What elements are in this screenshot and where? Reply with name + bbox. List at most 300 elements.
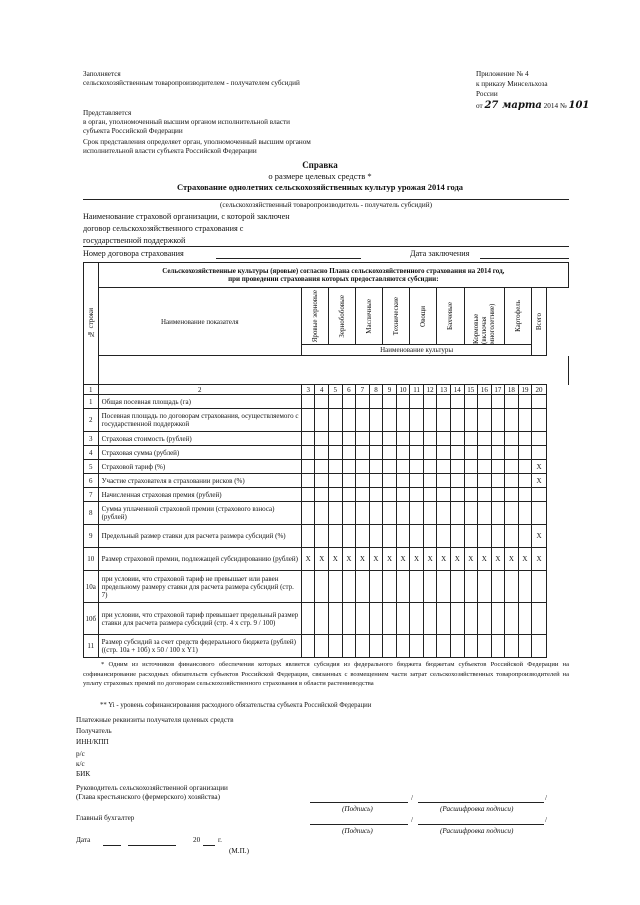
- value-cell[interactable]: [329, 603, 343, 635]
- value-cell[interactable]: [383, 446, 397, 460]
- value-cell[interactable]: [518, 446, 532, 460]
- value-cell[interactable]: [301, 502, 315, 525]
- value-cell[interactable]: [491, 525, 505, 548]
- value-cell[interactable]: [383, 502, 397, 525]
- value-cell[interactable]: [505, 432, 519, 446]
- value-cell[interactable]: [437, 409, 451, 432]
- value-cell[interactable]: [329, 488, 343, 502]
- table-row: [84, 474, 569, 488]
- value-cell[interactable]: [396, 502, 410, 525]
- value-cell[interactable]: X: [369, 548, 383, 571]
- row-name: Предельный размер ставки для расчета размера субсидий (%): [98, 525, 301, 548]
- value-cell[interactable]: [478, 635, 492, 658]
- value-cell[interactable]: [410, 635, 424, 658]
- value-cell[interactable]: [369, 460, 383, 474]
- value-cell[interactable]: [315, 395, 329, 409]
- value-cell[interactable]: X: [464, 548, 478, 571]
- crop-header: [410, 288, 437, 345]
- value-cell[interactable]: [505, 525, 519, 548]
- value-cell[interactable]: [464, 460, 478, 474]
- value-cell[interactable]: [369, 474, 383, 488]
- value-cell[interactable]: [518, 571, 532, 603]
- value-cell[interactable]: [491, 460, 505, 474]
- order-ref: к приказу Минсельхоза: [476, 80, 548, 88]
- value-cell[interactable]: [437, 460, 451, 474]
- submitted-to-2: субъекта Российской Федерации: [83, 127, 183, 135]
- value-cell[interactable]: [301, 474, 315, 488]
- head-sign-caption: (Подпись): [342, 805, 373, 813]
- value-cell[interactable]: [505, 474, 519, 488]
- order-date-handwritten: 27 марта: [484, 100, 542, 111]
- value-cell[interactable]: [491, 571, 505, 603]
- value-cell[interactable]: X: [423, 548, 437, 571]
- value-cell[interactable]: [329, 474, 343, 488]
- col-number: 3: [301, 385, 315, 395]
- value-cell[interactable]: X: [342, 548, 356, 571]
- value-cell[interactable]: [478, 446, 492, 460]
- value-cell[interactable]: [315, 635, 329, 658]
- value-cell[interactable]: X: [518, 548, 532, 571]
- value-cell[interactable]: [301, 603, 315, 635]
- value-cell[interactable]: [423, 502, 437, 525]
- value-cell[interactable]: [491, 474, 505, 488]
- table-row: [84, 635, 569, 658]
- value-cell[interactable]: [315, 460, 329, 474]
- value-cell[interactable]: [478, 474, 492, 488]
- value-cell[interactable]: [383, 488, 397, 502]
- value-cell[interactable]: [315, 474, 329, 488]
- value-cell[interactable]: [315, 409, 329, 432]
- value-cell[interactable]: [437, 502, 451, 525]
- value-cell[interactable]: X: [437, 548, 451, 571]
- value-cell[interactable]: [478, 460, 492, 474]
- value-cell[interactable]: [423, 432, 437, 446]
- value-cell[interactable]: [491, 488, 505, 502]
- total-cell[interactable]: X: [532, 460, 547, 474]
- order-number-handwritten: 101: [568, 100, 590, 111]
- crops-banner: [98, 263, 568, 288]
- value-cell[interactable]: [437, 432, 451, 446]
- total-cell[interactable]: [532, 488, 547, 502]
- value-cell[interactable]: [450, 571, 464, 603]
- table-row: [84, 571, 569, 603]
- doc-title: Справка: [302, 160, 338, 170]
- value-cell[interactable]: [491, 395, 505, 409]
- value-cell[interactable]: [464, 488, 478, 502]
- col-number: 6: [342, 385, 356, 395]
- value-cell[interactable]: [410, 409, 424, 432]
- value-cell[interactable]: [301, 395, 315, 409]
- value-cell[interactable]: [329, 395, 343, 409]
- value-cell[interactable]: [505, 502, 519, 525]
- value-cell[interactable]: [301, 446, 315, 460]
- value-cell[interactable]: [478, 525, 492, 548]
- value-cell[interactable]: [437, 395, 451, 409]
- value-cell[interactable]: [356, 409, 370, 432]
- value-cell[interactable]: [356, 474, 370, 488]
- value-cell[interactable]: [301, 635, 315, 658]
- appendix-label: Приложение № 4: [476, 70, 529, 78]
- value-cell[interactable]: [342, 409, 356, 432]
- head-decode-caption: (Расшифровка подписи): [440, 805, 514, 813]
- value-cell[interactable]: [329, 635, 343, 658]
- value-cell[interactable]: [342, 603, 356, 635]
- value-cell[interactable]: [396, 571, 410, 603]
- value-cell[interactable]: [383, 603, 397, 635]
- col-number: 5: [329, 385, 343, 395]
- value-cell[interactable]: [396, 525, 410, 548]
- fill-by-caption-2: сельскохозяйственным товаропроизводителем - получателем субсидий: [83, 79, 300, 87]
- value-cell[interactable]: [450, 488, 464, 502]
- value-cell[interactable]: X: [356, 548, 370, 571]
- value-cell[interactable]: [356, 635, 370, 658]
- value-cell[interactable]: [464, 502, 478, 525]
- value-cell[interactable]: [369, 571, 383, 603]
- value-cell[interactable]: [383, 432, 397, 446]
- total-cell[interactable]: [532, 432, 547, 446]
- row-number: 3: [84, 432, 99, 446]
- value-cell[interactable]: [423, 395, 437, 409]
- value-cell[interactable]: [329, 409, 343, 432]
- value-cell[interactable]: [423, 571, 437, 603]
- value-cell[interactable]: [437, 446, 451, 460]
- value-cell[interactable]: [423, 446, 437, 460]
- value-cell[interactable]: [518, 432, 532, 446]
- value-cell[interactable]: [383, 571, 397, 603]
- crop-header: [505, 288, 532, 345]
- value-cell[interactable]: [423, 635, 437, 658]
- value-cell[interactable]: [342, 446, 356, 460]
- value-cell[interactable]: [356, 395, 370, 409]
- total-cell[interactable]: [532, 409, 547, 432]
- crop-header-label: Картофель: [514, 300, 523, 332]
- accountant-sign-caption: (Подпись): [342, 827, 373, 835]
- value-cell[interactable]: [450, 432, 464, 446]
- crop-header: [383, 288, 410, 345]
- value-cell[interactable]: [518, 460, 532, 474]
- value-cell[interactable]: [518, 603, 532, 635]
- total-cell[interactable]: [532, 571, 547, 603]
- col-number: 10: [396, 385, 410, 395]
- table-row: [84, 525, 569, 548]
- value-cell[interactable]: X: [315, 548, 329, 571]
- value-cell[interactable]: [437, 571, 451, 603]
- name-header: Наименование показателя: [98, 288, 301, 356]
- value-cell[interactable]: [518, 525, 532, 548]
- value-cell[interactable]: [369, 432, 383, 446]
- crop-header: [464, 288, 505, 345]
- row-number: 5: [84, 460, 99, 474]
- value-cell[interactable]: [356, 460, 370, 474]
- date-label: Дата: [76, 836, 91, 844]
- accountant-label: Главный бухгалтер: [76, 814, 135, 822]
- value-cell[interactable]: [478, 502, 492, 525]
- value-cell[interactable]: [505, 571, 519, 603]
- total-cell[interactable]: [532, 446, 547, 460]
- total-header-label: Всего: [535, 312, 544, 331]
- table-row: [84, 432, 569, 446]
- value-cell[interactable]: [396, 446, 410, 460]
- value-cell[interactable]: [491, 502, 505, 525]
- value-cell[interactable]: X: [450, 548, 464, 571]
- value-cell[interactable]: [464, 525, 478, 548]
- col-number: 18: [505, 385, 519, 395]
- value-cell[interactable]: [369, 635, 383, 658]
- value-cell[interactable]: [356, 446, 370, 460]
- total-cell[interactable]: [532, 603, 547, 635]
- col-number: 15: [464, 385, 478, 395]
- value-cell[interactable]: [450, 635, 464, 658]
- value-cell[interactable]: [329, 525, 343, 548]
- value-cell[interactable]: [383, 474, 397, 488]
- value-cell[interactable]: [505, 409, 519, 432]
- value-cell[interactable]: [342, 488, 356, 502]
- value-cell[interactable]: [396, 395, 410, 409]
- value-cell[interactable]: [315, 446, 329, 460]
- value-cell[interactable]: X: [301, 548, 315, 571]
- value-cell[interactable]: [342, 635, 356, 658]
- value-cell[interactable]: [450, 502, 464, 525]
- value-cell[interactable]: [410, 488, 424, 502]
- table-row: [84, 409, 569, 432]
- value-cell[interactable]: [518, 474, 532, 488]
- value-cell[interactable]: [518, 409, 532, 432]
- value-cell[interactable]: [315, 571, 329, 603]
- footnote-1: * Одним из источников финансового обеспечения которых является субсидия из федерального бюджета бюджетам субъектов Российской Федерации на софинансирование расходных обязательств субъектов Российской Федерации, связанных с возмещением части затрат сельскохозяйственных товаропроизводителей на уплату страховых премий по договорам сельскохозяйственного страхования в области растениеводства: [83, 661, 569, 687]
- row-name: Начисленная страховая премия (рублей): [98, 488, 301, 502]
- value-cell[interactable]: [518, 502, 532, 525]
- value-cell[interactable]: [329, 502, 343, 525]
- value-cell[interactable]: [396, 474, 410, 488]
- value-cell[interactable]: X: [329, 548, 343, 571]
- value-cell[interactable]: [301, 525, 315, 548]
- deadline-text-2: исполнительной власти субъекта Российской Федерации: [83, 147, 257, 155]
- value-cell[interactable]: [437, 635, 451, 658]
- value-cell[interactable]: [478, 395, 492, 409]
- value-cell[interactable]: [342, 395, 356, 409]
- insurer-label: Наименование страховой организации, с которой заключен: [83, 212, 290, 221]
- value-cell[interactable]: X: [383, 548, 397, 571]
- value-cell[interactable]: [342, 571, 356, 603]
- value-cell[interactable]: X: [410, 548, 424, 571]
- value-cell[interactable]: [410, 474, 424, 488]
- value-cell[interactable]: [491, 603, 505, 635]
- total-cell[interactable]: [532, 502, 547, 525]
- crop-header: [356, 288, 383, 345]
- value-cell[interactable]: X: [478, 548, 492, 571]
- value-cell[interactable]: [450, 409, 464, 432]
- value-cell[interactable]: [369, 409, 383, 432]
- value-cell[interactable]: [423, 603, 437, 635]
- value-cell[interactable]: [301, 409, 315, 432]
- value-cell[interactable]: [450, 525, 464, 548]
- table-row: [84, 460, 569, 474]
- value-cell[interactable]: [478, 603, 492, 635]
- value-cell[interactable]: X: [396, 548, 410, 571]
- total-cell[interactable]: [532, 635, 547, 658]
- total-cell[interactable]: X: [532, 525, 547, 548]
- value-cell[interactable]: [410, 395, 424, 409]
- value-cell[interactable]: [450, 460, 464, 474]
- value-cell[interactable]: [356, 502, 370, 525]
- value-cell[interactable]: [478, 488, 492, 502]
- row-name: Размер субсидий за счет средств федерального бюджета (рублей) ((стр. 10а + 10б) х 50 / 100 х Y1): [98, 635, 301, 658]
- value-cell[interactable]: [396, 409, 410, 432]
- value-cell[interactable]: [396, 432, 410, 446]
- value-cell[interactable]: [315, 432, 329, 446]
- value-cell[interactable]: [342, 432, 356, 446]
- value-cell[interactable]: [342, 502, 356, 525]
- value-cell[interactable]: [301, 488, 315, 502]
- value-cell[interactable]: [478, 571, 492, 603]
- doc-theme: Страхование однолетних сельскохозяйственных культур урожая 2014 года: [176, 182, 464, 192]
- value-cell[interactable]: [410, 603, 424, 635]
- value-cell[interactable]: [396, 488, 410, 502]
- value-cell[interactable]: [464, 395, 478, 409]
- value-cell[interactable]: [383, 409, 397, 432]
- value-cell[interactable]: [423, 474, 437, 488]
- col-number: 7: [356, 385, 370, 395]
- value-cell[interactable]: [491, 446, 505, 460]
- value-cell[interactable]: [437, 603, 451, 635]
- value-cell[interactable]: [396, 635, 410, 658]
- value-cell[interactable]: [410, 460, 424, 474]
- submitted-label: Представляется: [83, 109, 132, 117]
- crop-header-label: Кормовые (включая многолетние): [472, 303, 497, 344]
- value-cell[interactable]: [329, 571, 343, 603]
- value-cell[interactable]: [410, 502, 424, 525]
- value-cell[interactable]: [518, 488, 532, 502]
- value-cell[interactable]: [342, 460, 356, 474]
- value-cell[interactable]: [423, 460, 437, 474]
- value-cell[interactable]: [356, 525, 370, 548]
- insurer-label-2: договор сельскохозяйственного страхования с: [83, 224, 244, 233]
- total-cell[interactable]: X: [532, 474, 547, 488]
- value-cell[interactable]: [505, 460, 519, 474]
- value-cell[interactable]: [505, 488, 519, 502]
- value-cell[interactable]: [369, 488, 383, 502]
- value-cell[interactable]: [329, 460, 343, 474]
- value-cell[interactable]: [383, 395, 397, 409]
- value-cell[interactable]: [464, 446, 478, 460]
- value-cell[interactable]: [315, 603, 329, 635]
- value-cell[interactable]: [383, 460, 397, 474]
- col-number: 12: [423, 385, 437, 395]
- value-cell[interactable]: [369, 502, 383, 525]
- value-cell[interactable]: [491, 635, 505, 658]
- banner-line-2: при проведении страхования которых предоставляются субсидии:: [228, 275, 439, 283]
- order-country: России: [476, 90, 498, 98]
- table-row: [84, 488, 569, 502]
- head-label: Руководитель сельскохозяйственной организации: [76, 784, 228, 792]
- crop-header-label: Зернобобовые: [338, 294, 347, 338]
- total-cell[interactable]: X: [532, 548, 547, 571]
- value-cell[interactable]: [464, 571, 478, 603]
- value-cell[interactable]: [464, 635, 478, 658]
- value-cell[interactable]: [369, 446, 383, 460]
- value-cell[interactable]: [478, 409, 492, 432]
- value-cell[interactable]: [356, 603, 370, 635]
- value-cell[interactable]: [410, 432, 424, 446]
- value-cell[interactable]: [505, 446, 519, 460]
- value-cell[interactable]: [315, 488, 329, 502]
- crop-name-header: Наименование культуры: [301, 345, 531, 356]
- value-cell[interactable]: [396, 603, 410, 635]
- value-cell[interactable]: [410, 571, 424, 603]
- value-cell[interactable]: [369, 603, 383, 635]
- value-cell[interactable]: [450, 446, 464, 460]
- value-cell[interactable]: [464, 603, 478, 635]
- value-cell[interactable]: [437, 488, 451, 502]
- value-cell[interactable]: [301, 460, 315, 474]
- value-cell[interactable]: X: [491, 548, 505, 571]
- value-cell[interactable]: [369, 525, 383, 548]
- value-cell[interactable]: [423, 488, 437, 502]
- value-cell[interactable]: [505, 635, 519, 658]
- value-cell[interactable]: [383, 525, 397, 548]
- contract-number-label: Номер договора страхования: [83, 249, 184, 258]
- value-cell[interactable]: [356, 571, 370, 603]
- row-no-header-label: № строки: [86, 308, 95, 339]
- value-cell[interactable]: [464, 474, 478, 488]
- value-cell[interactable]: [518, 635, 532, 658]
- contract-date-label: Дата заключения: [410, 249, 470, 258]
- value-cell[interactable]: [301, 571, 315, 603]
- total-cell[interactable]: [532, 395, 547, 409]
- value-cell[interactable]: [423, 409, 437, 432]
- value-cell[interactable]: [518, 395, 532, 409]
- value-cell[interactable]: [342, 525, 356, 548]
- value-cell[interactable]: [491, 432, 505, 446]
- value-cell[interactable]: [410, 525, 424, 548]
- crop-header-label: Овощи: [419, 305, 428, 327]
- value-cell[interactable]: [410, 446, 424, 460]
- value-cell[interactable]: [423, 525, 437, 548]
- value-cell[interactable]: [369, 395, 383, 409]
- value-cell[interactable]: [301, 432, 315, 446]
- crop-header-label: Бахчевые: [446, 301, 455, 331]
- value-cell[interactable]: [356, 488, 370, 502]
- value-cell[interactable]: [450, 603, 464, 635]
- value-cell[interactable]: [450, 395, 464, 409]
- date-year-prefix: 20: [193, 836, 201, 844]
- value-cell[interactable]: [315, 525, 329, 548]
- value-cell[interactable]: [450, 474, 464, 488]
- crop-header-label: Масличные: [365, 298, 374, 334]
- value-cell[interactable]: [437, 525, 451, 548]
- value-cell[interactable]: [396, 460, 410, 474]
- value-cell[interactable]: [383, 635, 397, 658]
- value-cell[interactable]: X: [505, 548, 519, 571]
- value-cell[interactable]: [329, 432, 343, 446]
- deadline-text: Срок представления определяет орган, уполномоченный высшим органом: [83, 138, 311, 146]
- crop-header: [437, 288, 464, 345]
- value-cell[interactable]: [505, 603, 519, 635]
- value-cell[interactable]: [356, 432, 370, 446]
- value-cell[interactable]: [437, 474, 451, 488]
- value-cell[interactable]: [329, 446, 343, 460]
- value-cell[interactable]: [464, 409, 478, 432]
- value-cell[interactable]: [464, 432, 478, 446]
- value-cell[interactable]: [505, 395, 519, 409]
- col-number: 1: [84, 385, 99, 395]
- value-cell[interactable]: [315, 502, 329, 525]
- table-row: [84, 446, 569, 460]
- value-cell[interactable]: [478, 432, 492, 446]
- table-row: [84, 548, 569, 571]
- value-cell[interactable]: [491, 409, 505, 432]
- value-cell[interactable]: [342, 474, 356, 488]
